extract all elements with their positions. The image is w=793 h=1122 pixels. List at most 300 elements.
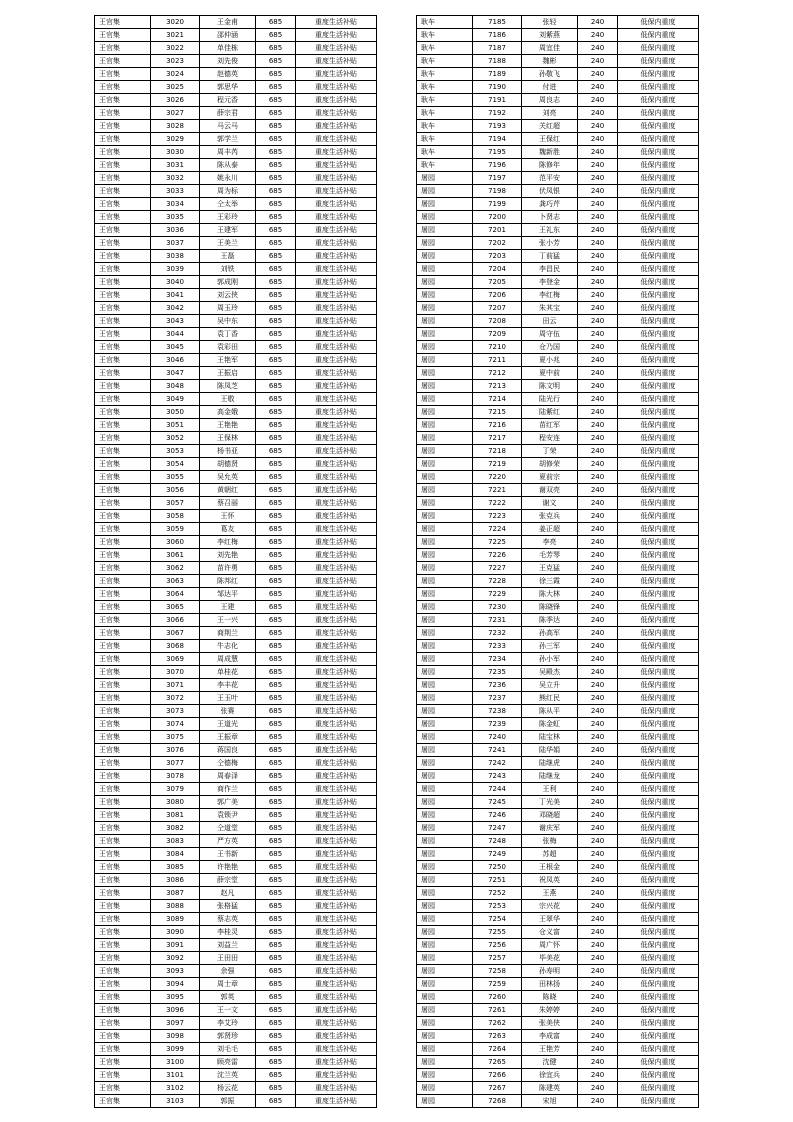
town-cell: 屠园 [417,666,473,679]
number-cell: 3046 [151,354,200,367]
amount-cell: 240 [578,718,618,731]
category-cell: 重度生活补贴 [296,133,377,146]
category-cell: 重度生活补贴 [296,770,377,783]
number-cell: 7263 [473,1030,522,1043]
number-cell: 3101 [151,1069,200,1082]
amount-cell: 685 [256,133,296,146]
amount-cell: 240 [578,94,618,107]
town-cell: 屠园 [417,627,473,640]
number-cell: 3094 [151,978,200,991]
amount-cell: 240 [578,926,618,939]
category-cell: 低保内重度 [618,445,699,458]
number-cell: 7258 [473,965,522,978]
category-cell: 低保内重度 [618,1030,699,1043]
table-row [417,536,699,549]
name-cell: 毛芳琴 [522,549,578,562]
table-row [417,640,699,653]
name-cell: 孙三军 [522,640,578,653]
amount-cell: 240 [578,510,618,523]
table-row [417,341,699,354]
amount-cell: 240 [578,432,618,445]
amount-cell: 685 [256,458,296,471]
number-cell: 3039 [151,263,200,276]
category-cell: 低保内重度 [618,224,699,237]
name-cell: 夏小兆 [522,354,578,367]
amount-cell: 240 [578,302,618,315]
town-cell: 屠园 [417,991,473,1004]
table-row [95,263,377,276]
amount-cell: 240 [578,770,618,783]
number-cell: 7256 [473,939,522,952]
category-cell: 重度生活补贴 [296,315,377,328]
table-row [95,458,377,471]
name-cell: 熊红民 [522,692,578,705]
number-cell: 3063 [151,575,200,588]
amount-cell: 685 [256,185,296,198]
name-cell: 陆宝林 [522,731,578,744]
amount-cell: 240 [578,640,618,653]
number-cell: 7220 [473,471,522,484]
number-cell: 3036 [151,224,200,237]
category-cell: 重度生活补贴 [296,16,377,29]
category-cell: 低保内重度 [618,315,699,328]
town-cell: 王官集 [95,237,151,250]
number-cell: 3027 [151,107,200,120]
number-cell: 3035 [151,211,200,224]
town-cell: 王官集 [95,744,151,757]
name-cell: 蔡召丽 [200,497,256,510]
number-cell: 3071 [151,679,200,692]
town-cell: 王官集 [95,432,151,445]
town-cell: 王官集 [95,367,151,380]
amount-cell: 685 [256,614,296,627]
number-cell: 3044 [151,328,200,341]
name-cell: 陈金虹 [522,718,578,731]
name-cell: 王彩玲 [200,211,256,224]
category-cell: 低保内重度 [618,185,699,198]
amount-cell: 685 [256,367,296,380]
town-cell: 王官集 [95,146,151,159]
amount-cell: 685 [256,445,296,458]
number-cell: 7189 [473,68,522,81]
amount-cell: 240 [578,289,618,302]
amount-cell: 685 [256,926,296,939]
town-cell: 王官集 [95,822,151,835]
name-cell: 陈从泰 [200,159,256,172]
town-cell: 王官集 [95,965,151,978]
category-cell: 低保内重度 [618,705,699,718]
number-cell: 3088 [151,900,200,913]
name-cell: 王保红 [522,133,578,146]
town-cell: 屠园 [417,692,473,705]
table-row [417,965,699,978]
amount-cell: 240 [578,744,618,757]
town-cell: 王官集 [95,1043,151,1056]
number-cell: 7219 [473,458,522,471]
category-cell: 低保内重度 [618,1056,699,1069]
name-cell: 袁彩田 [200,341,256,354]
amount-cell: 240 [578,952,618,965]
table-row [95,848,377,861]
category-cell: 重度生活补贴 [296,263,377,276]
category-cell: 低保内重度 [618,42,699,55]
name-cell: 李艾玲 [200,1017,256,1030]
name-cell: 谢双亮 [522,484,578,497]
number-cell: 3079 [151,783,200,796]
amount-cell: 685 [256,549,296,562]
name-cell: 龚巧芹 [522,198,578,211]
table-row [95,783,377,796]
amount-cell: 240 [578,81,618,94]
number-cell: 7243 [473,770,522,783]
town-cell: 屠园 [417,588,473,601]
town-cell: 屠园 [417,185,473,198]
name-cell: 刘云侠 [200,289,256,302]
amount-cell: 240 [578,172,618,185]
table-row [417,809,699,822]
name-cell: 苗红军 [522,419,578,432]
table-row [95,406,377,419]
amount-cell: 240 [578,575,618,588]
category-cell: 重度生活补贴 [296,783,377,796]
town-cell: 屠园 [417,640,473,653]
name-cell: 陆光行 [522,393,578,406]
town-cell: 屠园 [417,315,473,328]
category-cell: 重度生活补贴 [296,640,377,653]
number-cell: 3051 [151,419,200,432]
name-cell: 王艳芳 [522,1043,578,1056]
amount-cell: 685 [256,965,296,978]
category-cell: 低保内重度 [618,302,699,315]
name-cell: 姚永川 [200,172,256,185]
town-cell: 屠园 [417,887,473,900]
category-cell: 重度生活补贴 [296,1056,377,1069]
name-cell: 陆紫红 [522,406,578,419]
town-cell: 屠园 [417,1004,473,1017]
category-cell: 重度生活补贴 [296,588,377,601]
name-cell: 陈凤芝 [200,380,256,393]
category-cell: 重度生活补贴 [296,549,377,562]
name-cell: 姜正超 [522,523,578,536]
name-cell: 陆华娟 [522,744,578,757]
name-cell: 赵凡 [200,887,256,900]
name-cell: 周玉玲 [200,302,256,315]
name-cell: 苗许勇 [200,562,256,575]
name-cell: 李登金 [522,276,578,289]
table-row [95,744,377,757]
category-cell: 重度生活补贴 [296,29,377,42]
town-cell: 屠园 [417,510,473,523]
amount-cell: 240 [578,1056,618,1069]
number-cell: 3034 [151,198,200,211]
name-cell: 薛宗堂 [200,874,256,887]
name-cell: 许艳艳 [200,861,256,874]
town-cell: 王官集 [95,81,151,94]
category-cell: 低保内重度 [618,211,699,224]
category-cell: 低保内重度 [618,94,699,107]
number-cell: 7205 [473,276,522,289]
town-cell: 王官集 [95,354,151,367]
number-cell: 3065 [151,601,200,614]
town-cell: 屠园 [417,523,473,536]
name-cell: 夏前宗 [522,471,578,484]
category-cell: 低保内重度 [618,627,699,640]
amount-cell: 240 [578,588,618,601]
category-cell: 低保内重度 [618,848,699,861]
amount-cell: 685 [256,81,296,94]
number-cell: 3081 [151,809,200,822]
table-row [95,68,377,81]
number-cell: 3073 [151,705,200,718]
town-cell: 耿车 [417,146,473,159]
table-row [417,952,699,965]
amount-cell: 685 [256,887,296,900]
number-cell: 3090 [151,926,200,939]
table-row [417,159,699,172]
amount-cell: 240 [578,562,618,575]
category-cell: 重度生活补贴 [296,653,377,666]
town-cell: 王官集 [95,172,151,185]
name-cell: 高金娥 [200,406,256,419]
category-cell: 低保内重度 [618,575,699,588]
table-row [95,159,377,172]
number-cell: 7259 [473,978,522,991]
category-cell: 低保内重度 [618,471,699,484]
number-cell: 3021 [151,29,200,42]
town-cell: 王官集 [95,900,151,913]
town-cell: 耿车 [417,68,473,81]
number-cell: 3059 [151,523,200,536]
number-cell: 3038 [151,250,200,263]
table-row [417,211,699,224]
table-row [417,471,699,484]
amount-cell: 685 [256,1069,296,1082]
category-cell: 低保内重度 [618,614,699,627]
category-cell: 重度生活补贴 [296,926,377,939]
number-cell: 3092 [151,952,200,965]
amount-cell: 685 [256,432,296,445]
number-cell: 7266 [473,1069,522,1082]
table-row [95,562,377,575]
town-cell: 王官集 [95,471,151,484]
amount-cell: 240 [578,913,618,926]
town-cell: 屠园 [417,731,473,744]
town-cell: 王官集 [95,562,151,575]
town-cell: 王官集 [95,68,151,81]
number-cell: 3049 [151,393,200,406]
category-cell: 低保内重度 [618,198,699,211]
number-cell: 7244 [473,783,522,796]
table-row [95,705,377,718]
town-cell: 屠园 [417,718,473,731]
amount-cell: 685 [256,159,296,172]
table-row [417,1069,699,1082]
name-cell: 田云 [522,315,578,328]
table-row [417,1030,699,1043]
town-cell: 王官集 [95,705,151,718]
table-row [95,393,377,406]
category-cell: 重度生活补贴 [296,250,377,263]
town-cell: 屠园 [417,978,473,991]
town-cell: 屠园 [417,432,473,445]
table-row [95,1017,377,1030]
number-cell: 3020 [151,16,200,29]
town-cell: 王官集 [95,458,151,471]
number-cell: 7239 [473,718,522,731]
amount-cell: 240 [578,42,618,55]
name-cell: 陈晓 [522,991,578,1004]
name-cell: 李昌民 [522,263,578,276]
town-cell: 王官集 [95,809,151,822]
town-cell: 王官集 [95,770,151,783]
town-cell: 王官集 [95,445,151,458]
number-cell: 7230 [473,601,522,614]
table-row [417,744,699,757]
amount-cell: 685 [256,991,296,1004]
name-cell: 陈从平 [522,705,578,718]
number-cell: 7262 [473,1017,522,1030]
category-cell: 重度生活补贴 [296,367,377,380]
town-cell: 屠园 [417,848,473,861]
category-cell: 重度生活补贴 [296,848,377,861]
category-cell: 低保内重度 [618,692,699,705]
left-table [94,15,377,1108]
category-cell: 低保内重度 [618,666,699,679]
name-cell: 郭成刚 [200,276,256,289]
town-cell: 屠园 [417,900,473,913]
amount-cell: 240 [578,354,618,367]
category-cell: 重度生活补贴 [296,874,377,887]
town-cell: 王官集 [95,952,151,965]
category-cell: 重度生活补贴 [296,1043,377,1056]
amount-cell: 240 [578,68,618,81]
amount-cell: 240 [578,211,618,224]
category-cell: 低保内重度 [618,991,699,1004]
number-cell: 7209 [473,328,522,341]
name-cell: 孙高军 [522,627,578,640]
name-cell: 王美兰 [200,237,256,250]
category-cell: 重度生活补贴 [296,68,377,81]
name-cell: 卜贤志 [522,211,578,224]
number-cell: 7252 [473,887,522,900]
category-cell: 低保内重度 [618,380,699,393]
amount-cell: 240 [578,107,618,120]
table-row [417,926,699,939]
number-cell: 3024 [151,68,200,81]
number-cell: 7229 [473,588,522,601]
number-cell: 3032 [151,172,200,185]
table-row [417,666,699,679]
amount-cell: 240 [578,198,618,211]
table-row [417,185,699,198]
amount-cell: 240 [578,523,618,536]
table-row [417,172,699,185]
table-row [95,42,377,55]
town-cell: 王官集 [95,679,151,692]
amount-cell: 685 [256,952,296,965]
number-cell: 3072 [151,692,200,705]
number-cell: 7196 [473,159,522,172]
amount-cell: 685 [256,523,296,536]
amount-cell: 240 [578,419,618,432]
town-cell: 王官集 [95,393,151,406]
name-cell: 刘先艳 [200,549,256,562]
name-cell: 徐宜兵 [522,1069,578,1082]
number-cell: 7245 [473,796,522,809]
number-cell: 3085 [151,861,200,874]
table-row [417,731,699,744]
name-cell: 丁荣 [522,445,578,458]
category-cell: 低保内重度 [618,29,699,42]
category-cell: 低保内重度 [618,432,699,445]
name-cell: 刘亮 [522,107,578,120]
name-cell: 刘紫燕 [522,29,578,42]
category-cell: 重度生活补贴 [296,497,377,510]
table-row [417,1017,699,1030]
amount-cell: 685 [256,29,296,42]
town-cell: 屠园 [417,172,473,185]
table-row [95,419,377,432]
amount-cell: 240 [578,991,618,1004]
number-cell: 7185 [473,16,522,29]
town-cell: 屠园 [417,367,473,380]
name-cell: 吴立升 [522,679,578,692]
town-cell: 王官集 [95,419,151,432]
amount-cell: 240 [578,237,618,250]
category-cell: 低保内重度 [618,939,699,952]
table-row [417,848,699,861]
category-cell: 低保内重度 [618,861,699,874]
name-cell: 李桂灵 [200,926,256,939]
number-cell: 3050 [151,406,200,419]
amount-cell: 685 [256,68,296,81]
number-cell: 7211 [473,354,522,367]
name-cell: 魏新胜 [522,146,578,159]
table-row [95,55,377,68]
table-row [417,107,699,120]
category-cell: 低保内重度 [618,172,699,185]
amount-cell: 685 [256,120,296,133]
name-cell: 沈健 [522,1056,578,1069]
table-row [417,406,699,419]
table-row [417,796,699,809]
town-cell: 王官集 [95,250,151,263]
table-row [95,718,377,731]
amount-cell: 240 [578,445,618,458]
category-cell: 低保内重度 [618,68,699,81]
table-row [95,1004,377,1017]
name-cell: 吴殿杰 [522,666,578,679]
amount-cell: 685 [256,692,296,705]
amount-cell: 685 [256,263,296,276]
number-cell: 3055 [151,471,200,484]
amount-cell: 685 [256,354,296,367]
table-row [417,1004,699,1017]
name-cell: 王金甫 [200,16,256,29]
table-row [95,445,377,458]
number-cell: 3068 [151,640,200,653]
amount-cell: 685 [256,1056,296,1069]
town-cell: 王官集 [95,575,151,588]
name-cell: 王保林 [200,432,256,445]
number-cell: 3089 [151,913,200,926]
category-cell: 重度生活补贴 [296,614,377,627]
name-cell: 王玉叶 [200,692,256,705]
name-cell: 余强 [200,965,256,978]
name-cell: 周成慧 [200,653,256,666]
amount-cell: 685 [256,978,296,991]
town-cell: 王官集 [95,549,151,562]
